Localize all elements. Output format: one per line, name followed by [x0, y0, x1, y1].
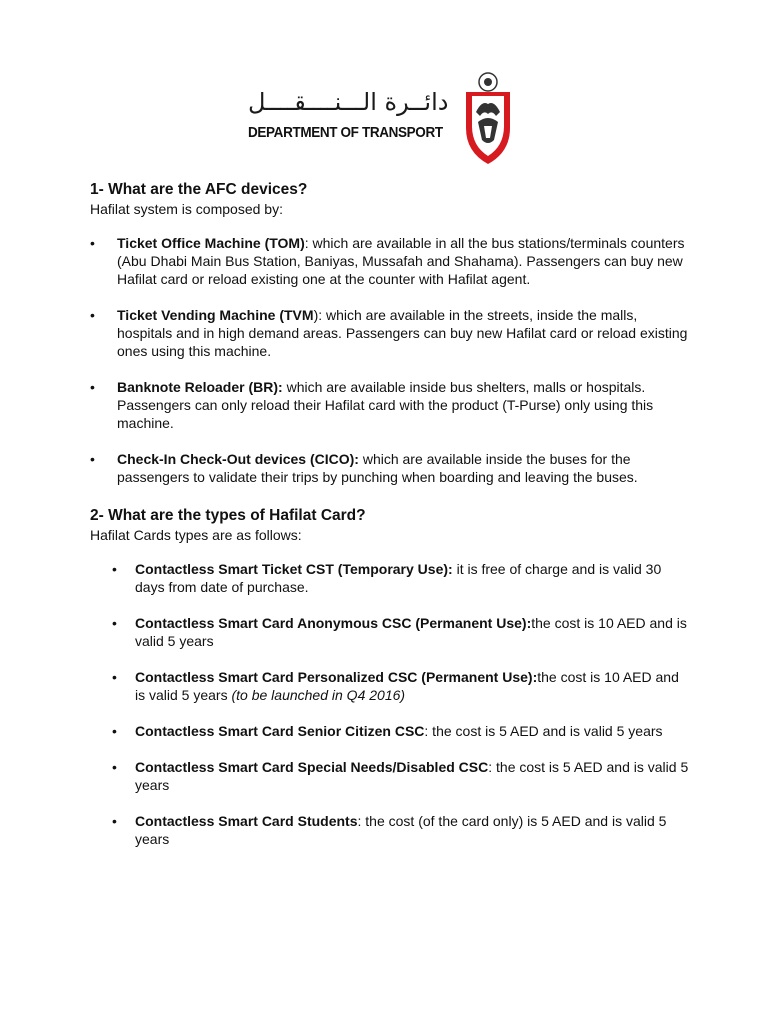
launch-note: (to be launched in Q4 2016) [231, 687, 406, 703]
section2-intro: Hafilat Cards types are as follows: [90, 527, 302, 543]
bullet: • [112, 669, 117, 685]
bullet: • [112, 813, 117, 829]
list-item: • Contactless Smart Card Special Needs/Disabled CSC: the cost is 5 AED and is valid 5 years [112, 759, 689, 793]
bullet: • [112, 561, 117, 577]
abu-dhabi-falcon-emblem-icon [460, 68, 516, 168]
bullet: • [112, 723, 117, 739]
bullet: • [90, 451, 95, 467]
section1-intro: Hafilat system is composed by: [90, 201, 283, 217]
department-title: DEPARTMENT OF TRANSPORT [248, 124, 443, 141]
list-item: • Contactless Smart Ticket CST (Temporary Use): it is free of charge and is valid 30 days from date of purchase. [112, 561, 662, 595]
bullet: • [112, 759, 117, 775]
bullet: • [90, 307, 95, 323]
list-item: • Contactless Smart Card Personalized CSC (Permanent Use):the cost is 10 AED and is valid 5 years (to be launched in Q4 2016) [112, 669, 679, 703]
document-header [240, 66, 510, 166]
bullet: • [112, 615, 117, 631]
section2-heading: 2- What are the types of Hafilat Card? [90, 507, 366, 524]
list-item: • Contactless Smart Card Anonymous CSC (Permanent Use):the cost is 10 AED and is valid 5 years [112, 615, 687, 649]
afc-devices-list [90, 234, 690, 486]
arabic-title: دائــرة الـــنــــقــــل [248, 88, 449, 116]
bullet: • [90, 235, 95, 251]
section2 [90, 506, 690, 848]
bullet: • [90, 379, 95, 395]
section1-heading: 1- What are the AFC devices? [90, 181, 308, 198]
list-item: • Contactless Smart Card Students: the cost (of the card only) is 5 AED and is valid 5 years [112, 813, 667, 847]
list-item: • Ticket Office Machine (TOM): which are available in all the bus stations/terminals counters (Abu Dhabi Main Bus Station, Baniyas, Mussafah and Shahama). Passengers can buy new Hafilat card or reload existing one at the counter with Hafilat agent. [90, 235, 685, 287]
list-item: • Banknote Reloader (BR): which are available inside bus shelters, malls or hospitals. Passengers can only reload their Hafilat card with the product (T-Purse) only using this machine. [90, 379, 654, 431]
list-item: • Contactless Smart Card Senior Citizen CSC: the cost is 5 AED and is valid 5 years [112, 723, 663, 739]
list-item: • Ticket Vending Machine (TVM): which are available in the streets, inside the malls, hospitals and in high demand areas. Passengers can buy new Hafilat card or reload existing ones using this machine. [90, 307, 688, 359]
list-item: • Check-In Check-Out devices (CICO): which are available inside the buses for the passengers to validate their trips by punching when boarding and leaving the buses. [90, 451, 638, 485]
card-types-list [90, 560, 690, 848]
document-body [90, 180, 690, 866]
